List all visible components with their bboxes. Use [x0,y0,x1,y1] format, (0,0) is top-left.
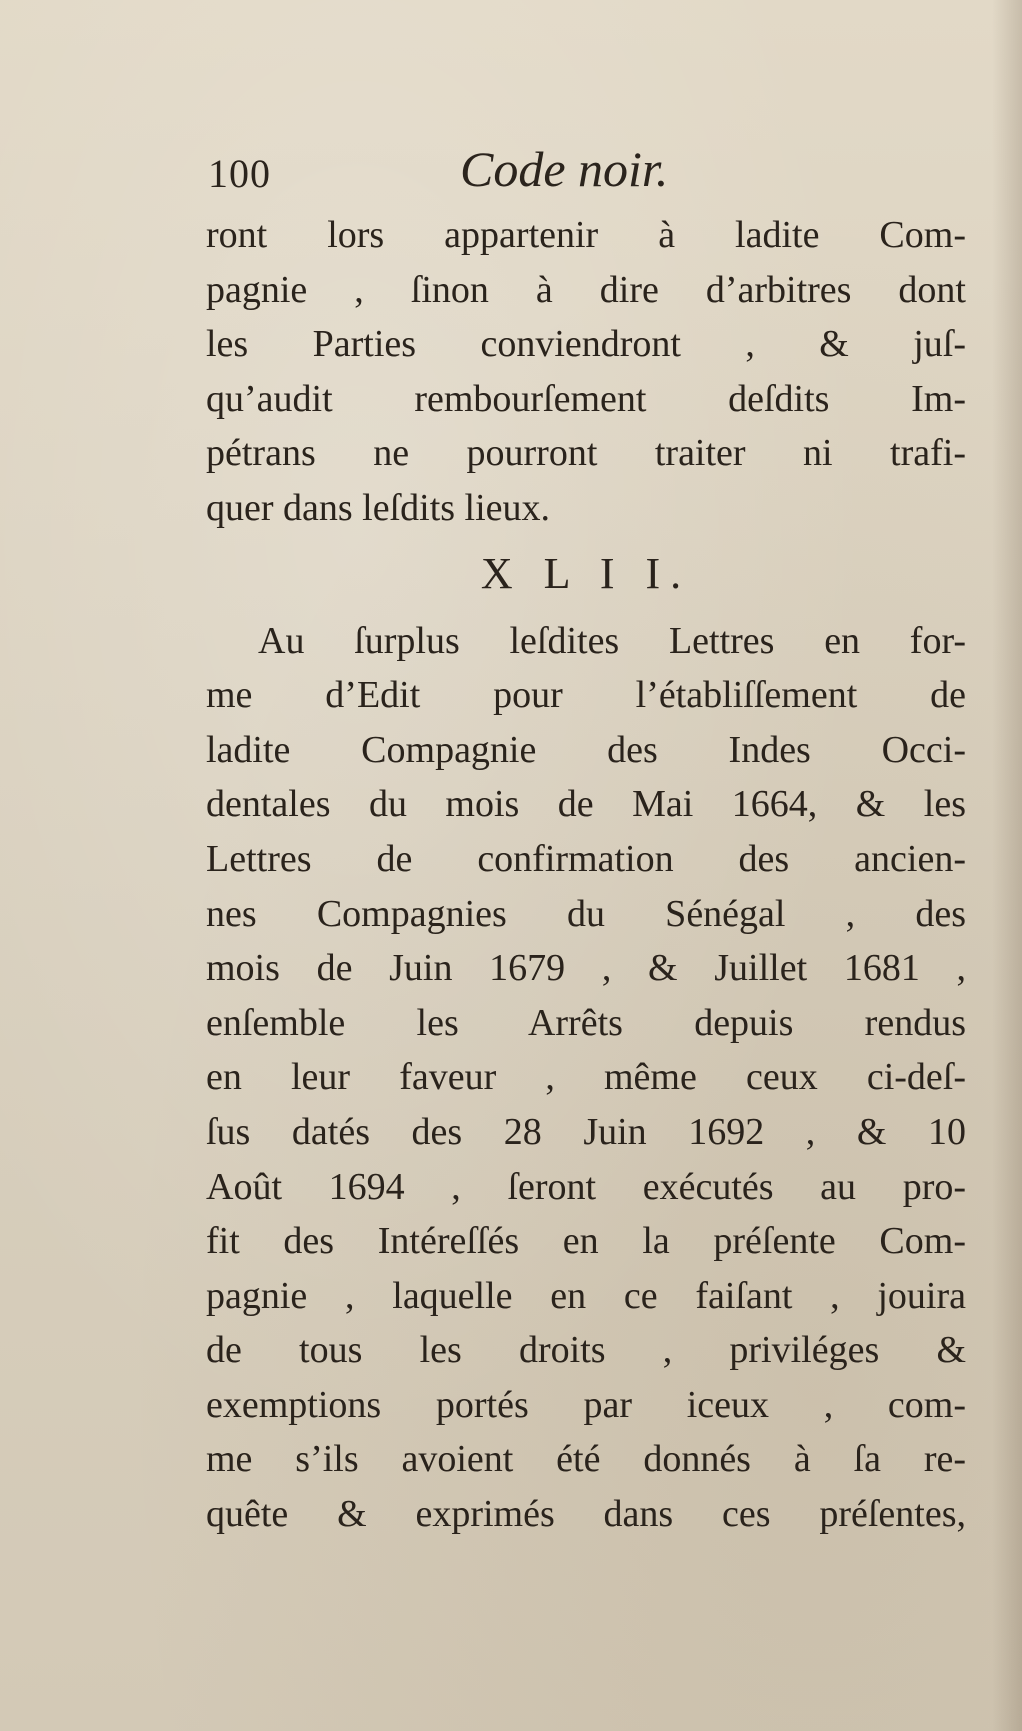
body-text [206,208,966,1542]
text-line: Août 1694 , ſeront exécutés au pro- [206,1165,966,1208]
text-line: mois de Juin 1679 , & Juillet 1681 , [206,947,966,990]
text-line: pétrans ne pourront traiter ni trafi- [206,432,966,475]
text-line: quer dans leſdits lieux. [206,486,551,529]
text-line: pagnie , laquelle en ce faiſant , jouira [206,1274,966,1317]
text-line: ront lors appartenir à ladite Com- [206,214,966,256]
text-line: qu’audit rembourſement deſdits Im- [206,377,966,420]
text-line: enſemble les Arrêts depuis rendus [206,1001,966,1044]
text-line: Lettres de confirmation des ancien- [206,837,966,880]
text-line: me s’ils avoient été donnés à ſa re- [206,1438,966,1481]
text-line: ladite Compagnie des Indes Occi- [206,728,966,771]
running-title: Code noir. [460,141,669,197]
text-line: exemptions portés par iceux , com- [206,1383,966,1426]
paragraph-continued [206,208,966,536]
text-line: pagnie , ſinon à dire d’arbitres dont [206,268,966,311]
text-line: quête & exprimés dans ces préſentes, [206,1493,966,1536]
text-line: fit des Intéreſſés en la préſente Com- [206,1220,966,1263]
text-line: me d’Edit pour l’établiſſement de [206,674,966,717]
text-line: de tous les droits , priviléges & [206,1329,966,1372]
text-line: ſus datés des 28 Juin 1692 , & 10 [206,1110,966,1153]
text-line: en leur faveur , même ceux ci-deſ- [206,1056,966,1099]
article-paragraph [206,614,966,1542]
article-heading: X L I I. [480,548,692,598]
page-edge-shadow [992,0,1022,1731]
running-header [0,140,1022,200]
text-line: les Parties conviendront , & juſ- [206,323,966,366]
text-line: dentales du mois de Mai 1664, & les [206,783,966,826]
page-number: 100 [208,151,271,196]
text-line: Au ſurplus leſdites Lettres en for- [258,619,966,662]
text-line: nes Compagnies du Sénégal , des [206,892,966,935]
